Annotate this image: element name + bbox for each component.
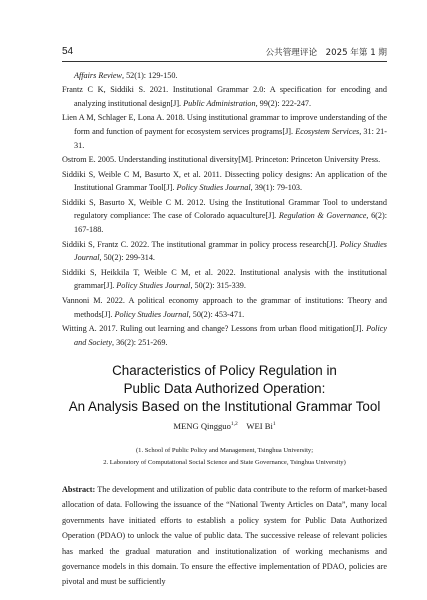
affiliations bbox=[62, 445, 387, 469]
reference-item: Lien A M, Schlager E, Lona A. 2018. Using institutional grammar to improve understanding of the form and function of payment for ecosystem services programs[J]. Ecosystem Services, 31: 21-31. bbox=[62, 113, 387, 150]
reference-item: Siddiki S, Frantz C. 2022. The institutional grammar in policy process research[J]. Policy Studies Journal, 50(2): 299-314. bbox=[62, 239, 387, 263]
title-line: Characteristics of Policy Regulation in bbox=[112, 363, 337, 378]
reference-item: Vannoni M. 2022. A political economy approach to the grammar of institutions: Theory and methods[J]. Policy Studies Journal, 50(2): 453-471. bbox=[62, 295, 387, 319]
running-header bbox=[62, 46, 387, 60]
reference-item: Siddiki S, Basurto X, Weible C M. 2012. Using the Institutional Grammar Tool to understand regulatory compliance: The case of Colorado aquaculture[J]. Regulation & Governance, 6(2): 167-188. bbox=[62, 197, 387, 235]
header-rule bbox=[62, 61, 387, 62]
journal-name: 公共管理评论 2025 年第 1 期 bbox=[265, 48, 387, 58]
author-name: MENG Qingguo bbox=[173, 421, 231, 431]
author-affil-mark: 1,2 bbox=[230, 421, 238, 428]
author-affil-mark: 1 bbox=[272, 421, 276, 428]
author-name: WEI Bi bbox=[246, 421, 273, 431]
abstract bbox=[62, 482, 387, 590]
title-line: Public Data Authorized Operation: bbox=[123, 381, 326, 396]
affiliation-line: 2. Laboratory of Computational Social Science and State Governance, Tsinghua University) bbox=[103, 459, 346, 466]
reference-item: Siddiki S, Heikkila T, Weible C M, et al. 2022. Institutional analysis with the institutional grammar[J]. Policy Studies Journal, 50(2): 315-339. bbox=[62, 267, 387, 291]
page-number: 54 bbox=[62, 46, 74, 57]
reference-list bbox=[62, 69, 387, 350]
abstract-text: The development and utilization of public data contribute to the reform of market-based allocation of data. Following the issuance of the “National Twenty Articles on Data”, many local governments have initiated efforts to establish a policy system for Public Data Authorized Operation (PDAO) to unlock the value of public data. The successive release of relevant policies has marked the gradual maturation and institutionalization of working mechanisms and governance models in this domain. To ensure the effective implementation of PDAO, policies are pivotal and must be sufficiently bbox=[62, 485, 387, 587]
reference-item: Siddiki S, Weible C M, Basurto X, et al. 2011. Dissecting policy designs: An application of the Institutional Grammar Tool[J]. Policy Studies Journal, 39(1): 79-103. bbox=[62, 169, 387, 193]
reference-item: Ostrom E. 2005. Understanding institutional diversity[M]. Princeton: Princeton University Press. bbox=[62, 155, 381, 165]
reference-item: Witting A. 2017. Ruling out learning and change? Lessons from urban flood mitigation[J]. Policy and Society, 36(2): 251-269. bbox=[62, 323, 387, 347]
abstract-label: Abstract: bbox=[62, 485, 96, 494]
affiliation-line: (1. School of Public Policy and Management, Tsinghua University; bbox=[135, 447, 314, 454]
reference-item: Affairs Review, 52(1): 129-150. bbox=[74, 71, 178, 80]
article-title bbox=[62, 362, 387, 416]
reference-item: Frantz C K, Siddiki S. 2021. Institutional Grammar 2.0: A specification for encoding and analyzing institutional design[J]. Public Administration, 99(2): 222-247. bbox=[62, 85, 387, 109]
title-line: An Analysis Based on the Institutional Grammar Tool bbox=[68, 399, 381, 414]
author-line bbox=[62, 421, 387, 431]
